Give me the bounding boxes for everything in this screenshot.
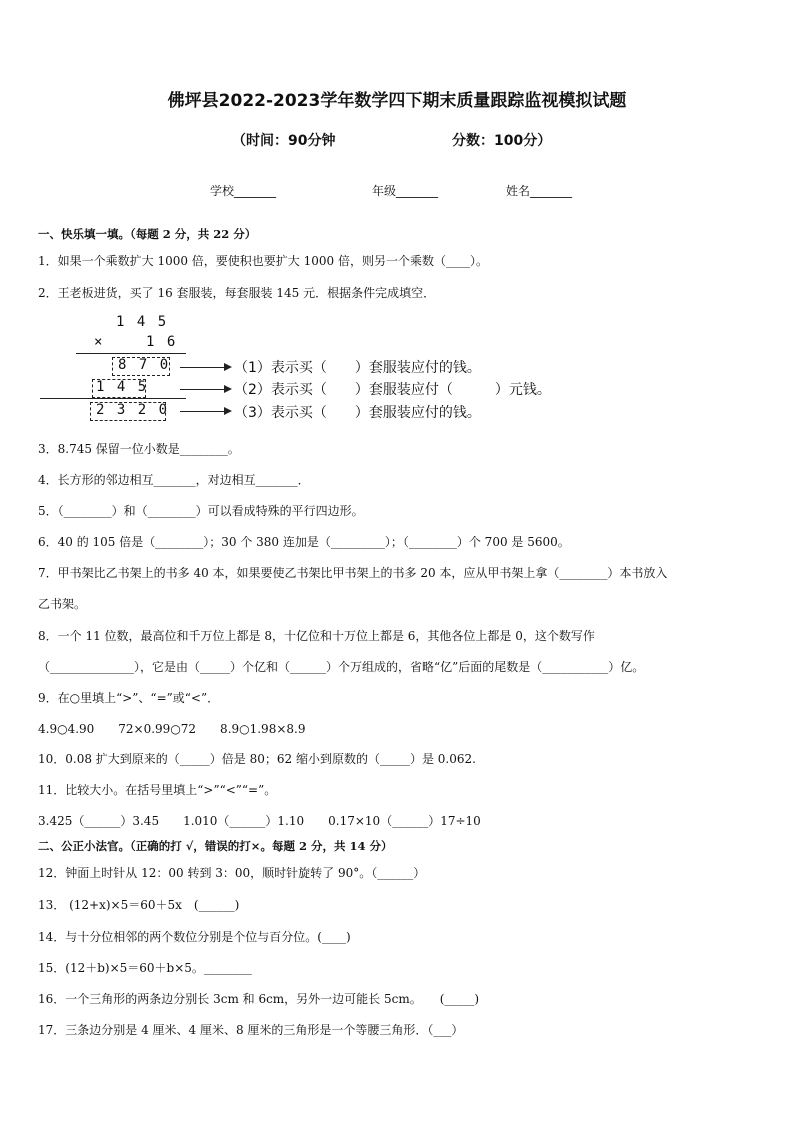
question-16: 16．一个三角形的两条边分别长 3cm 和 6cm，另外一边可能长 5cm。 (_____) <box>38 992 480 1006</box>
question-4: 4．长方形的邻边相互_______，对边相互_______． <box>38 473 310 487</box>
arrow-2 <box>180 389 230 390</box>
partial-product-1-desc: （1）表示买（ ）套服装应付的钱。 <box>234 360 481 376</box>
question-1: 1．如果一个乘数扩大 1000 倍，要使积也要扩大 1000 倍，则另一个乘数（____）。 <box>38 254 488 268</box>
question-14: 14．与十分位相邻的两个数位分别是个位与百分位。(____) <box>38 930 351 944</box>
name-field: 姓名_______ <box>506 184 573 198</box>
partial-product-2: 1 4 5 <box>96 379 149 395</box>
total-product-desc: （3）表示买（ ）套服装应付的钱。 <box>234 405 481 421</box>
product-rule-1 <box>76 353 186 354</box>
grade-field: 年级_______ <box>372 184 439 198</box>
section-2-heading: 二、公正小法官。（正确的打 √，错误的打×。每题 2 分，共 14 分） <box>38 839 393 853</box>
question-8-line-2: （______________），它是由（_____）个亿和（______）个万组成的，省略“亿”后面的尾数是（___________）亿。 <box>38 660 645 674</box>
question-11: 11．比较大小。在括号里填上“>”“<”“=”。 <box>38 783 277 797</box>
arrow-1 <box>180 367 230 368</box>
times-sign: × <box>94 334 105 350</box>
question-11-items: 3.425（______）3.45 1.010（______）1.10 0.17×10（______）17÷10 <box>38 814 481 828</box>
question-9: 9．在○里填上“>”、“=”或“<”． <box>38 691 220 705</box>
question-5: 5．（________）和（________）可以看成特殊的平行四边形。 <box>38 504 364 518</box>
multiplicand: 1 4 5 <box>116 314 169 330</box>
question-9-items: 4.9○4.90 72×0.99○72 8.9○1.98×8.9 <box>38 722 306 736</box>
partial-product-2-desc: （2）表示买（ ）套服装应付（ ）元钱。 <box>234 382 551 398</box>
question-17: 17．三条边分别是 4 厘米、4 厘米、8 厘米的三角形是一个等腰三角形．（___） <box>38 1023 464 1037</box>
exam-time: （时间：90分钟 <box>232 133 336 149</box>
question-6: 6．40 的 105 倍是（________）；30 个 380 连加是（_________）；（________）个 700 是 5600。 <box>38 535 570 549</box>
question-10: 10．0.08 扩大到原来的（_____）倍是 80；62 缩小到原数的（_____）是 0.062. <box>38 752 476 766</box>
question-7-line-1: 7．甲书架比乙书架上的书多 40 本，如果要使乙书架比甲书架上的书多 20 本，应从甲书架上拿（________）本书放入 <box>38 566 668 580</box>
total-product: 2 3 2 0 <box>96 402 170 418</box>
school-field: 学校_______ <box>210 184 277 198</box>
question-7-line-2: 乙书架。 <box>38 597 87 611</box>
exam-score: 分数：100分） <box>452 133 552 149</box>
question-8-line-1: 8．一个 11 位数，最高位和千万位上都是 8，十亿位和十万位上都是 6，其他各位上都是 0，这个数写作 <box>38 629 595 643</box>
question-12: 12．钟面上时针从 12：00 转到 3：00，顺时针旋转了 90°。（______） <box>38 866 426 880</box>
product-rule-2 <box>40 398 186 399</box>
question-2: 2．王老板进货，买了 16 套服装，每套服装 145 元．根据条件完成填空． <box>38 286 436 300</box>
partial-product-1: 8 7 0 <box>118 357 171 373</box>
question-15: 15．(12＋b)×5＝60＋b×5。________ <box>38 961 252 975</box>
page-title: 佛坪县2022-2023学年数学四下期末质量跟踪监视模拟试题 <box>167 91 627 111</box>
question-3: 3．8.745 保留一位小数是________。 <box>38 442 240 456</box>
multiplication-diagram <box>38 312 598 422</box>
multiplier: 1 6 <box>146 334 178 350</box>
question-13: 13． (12+x)×5＝60＋5x (______) <box>38 898 240 912</box>
section-1-heading: 一、快乐填一填。（每题 2 分，共 22 分） <box>38 227 257 241</box>
arrow-3 <box>180 411 230 412</box>
